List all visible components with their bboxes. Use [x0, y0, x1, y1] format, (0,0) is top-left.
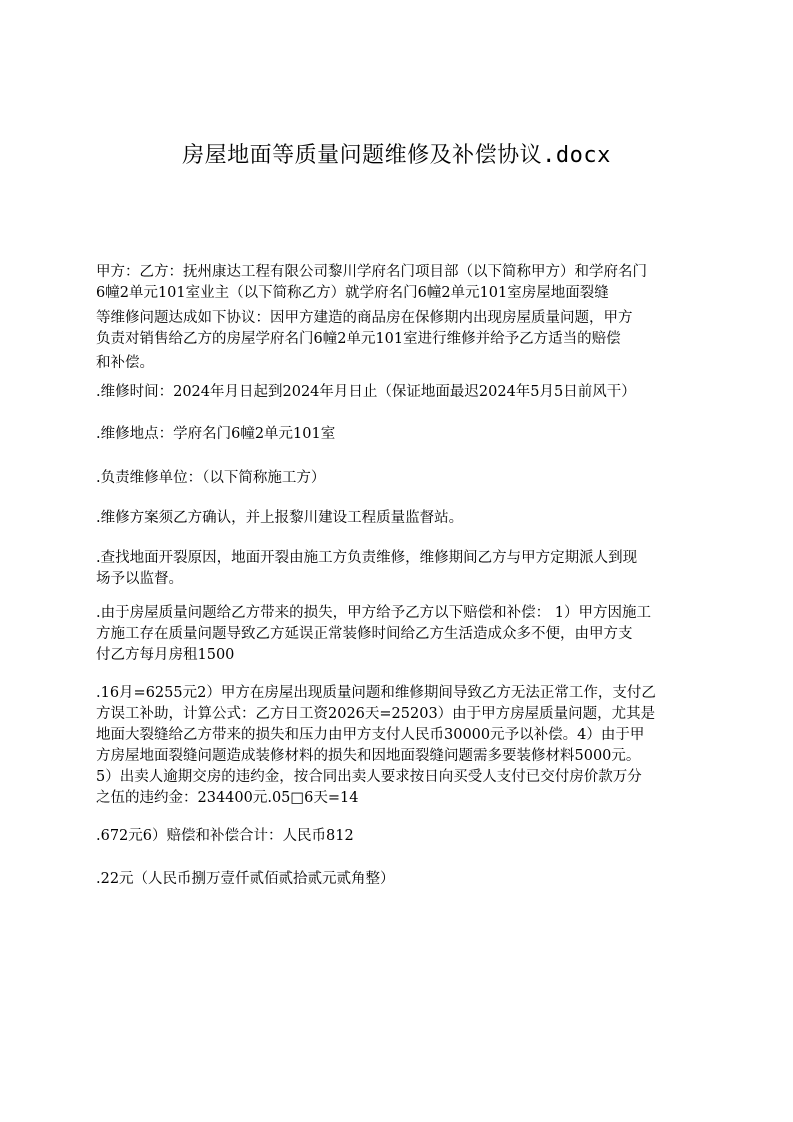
- text-line: 甲方：乙方：抚州康达工程有限公司黎川学府名门项目部（以下简称甲方）和学府名门: [96, 264, 647, 280]
- text-line: 方施工存在质量问题导致乙方延误正常装修时间给乙方生活造成众多不便，由甲方支: [96, 626, 633, 642]
- text-line: .负责维修单位：（以下简称施工方）: [96, 470, 326, 486]
- paragraph-repair-time: [96, 382, 698, 403]
- document-title: 房屋地面等质量问题维修及补偿协议.docx: [182, 143, 611, 168]
- text-line: .维修地点：学府名门6幢2单元101室: [96, 426, 336, 442]
- text-line: 之伍的违约金：234400元.05□6天=14: [96, 790, 359, 806]
- text-line: 5）出卖人逾期交房的违约金，按合同出卖人要求按日向买受人支付已交付房价款万分: [96, 769, 642, 785]
- paragraph-repair-location: [96, 424, 698, 445]
- paragraph-compensation-details: [96, 683, 698, 809]
- text-line: .672元6）赔偿和补偿合计：人民币812: [96, 828, 354, 844]
- text-line: .22元（人民币捌万壹仟贰佰贰拾贰元贰角整）: [96, 871, 395, 887]
- paragraph-intro: [96, 262, 698, 374]
- text-line: .查找地面开裂原因，地面开裂由施工方负责维修，维修期间乙方与甲方定期派人到现: [96, 550, 638, 566]
- paragraph-total-uppercase: [96, 869, 698, 890]
- paragraph-compensation: [96, 603, 698, 666]
- text-line: 负责对销售给乙方的房屋学府名门6幢2单元101室进行维修并给予乙方适当的赔偿: [96, 331, 621, 347]
- text-line: .由于房屋质量问题给乙方带来的损失，甲方给予乙方以下赔偿和补偿： 1）甲方因施工: [96, 605, 651, 621]
- text-line: 等维修问题达成如下协议：因甲方建造的商品房在保修期内出现房屋质量问题，甲方: [96, 310, 633, 326]
- paragraph-crack-cause: [96, 548, 698, 590]
- text-line: 方误工补助，计算公式：乙方日工资2026天=25203）由于甲方房屋质量问题，尤其是: [96, 706, 656, 722]
- text-line: 6幢2单元101室业主（以下简称乙方）就学府名门6幢2单元101室房屋地面裂缝: [96, 285, 609, 301]
- text-line: 场予以监督。: [96, 571, 183, 587]
- paragraph-total: [96, 826, 698, 847]
- paragraph-repair-plan: [96, 508, 698, 529]
- text-line: .维修时间：2024年月日起到2024年月日止（保证地面最迟2024年5月5日前风干）: [96, 384, 636, 400]
- text-line: .维修方案须乙方确认，并上报黎川建设工程质量监督站。: [96, 510, 464, 526]
- text-line: 和补偿。: [96, 355, 154, 371]
- text-line: 付乙方每月房租1500: [96, 647, 235, 663]
- text-line: 方房屋地面裂缝问题造成装修材料的损失和因地面裂缝问题需多要装修材料5000元。: [96, 748, 641, 764]
- paragraph-repair-unit: [96, 468, 698, 489]
- text-line: .16月=6255元2）甲方在房屋出现质量问题和维修期间导致乙方无法正常工作，支付乙: [96, 685, 656, 701]
- text-line: 地面大裂缝给乙方带来的损失和压力由甲方支付人民币30000元予以补偿。4）由于甲: [96, 727, 645, 743]
